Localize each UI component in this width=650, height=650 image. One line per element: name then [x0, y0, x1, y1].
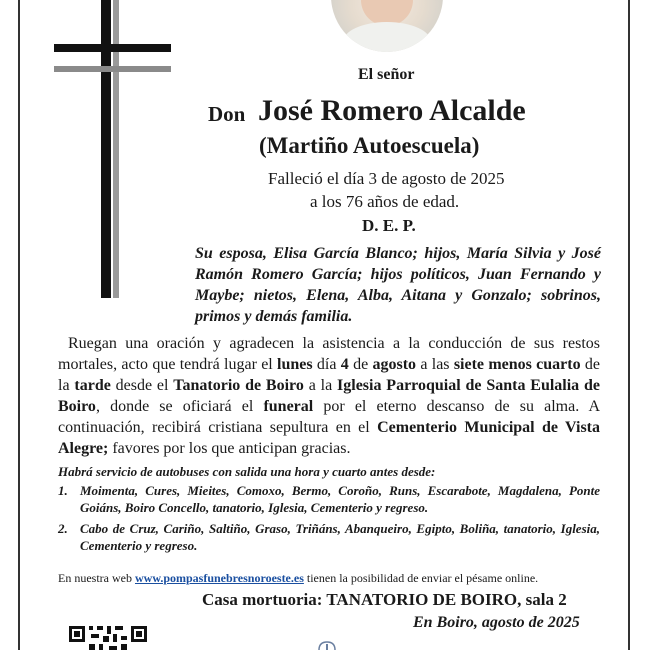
body-cemetery: Cementerio Municipal de Vista Alegre; — [58, 419, 600, 457]
body-text: a las — [416, 356, 454, 373]
website-link[interactable]: www.pompasfunebresnoroeste.es — [134, 571, 304, 585]
deceased-photo — [331, 0, 443, 52]
bus-route-item — [58, 482, 600, 516]
cross-horizontal-bar — [54, 44, 171, 52]
title-small: El señor — [358, 66, 415, 83]
deceased-nickname: (Martiño Autoescuela) — [259, 133, 480, 158]
age-line: a los 76 años de edad. — [310, 192, 460, 211]
place-date: En Boiro, agosto de 2025 — [413, 614, 580, 631]
bus-routes-list — [58, 482, 600, 558]
rip-text: D. E. P. — [362, 216, 416, 235]
condolence-web-line — [58, 571, 538, 586]
body-text: , donde se oficiará el — [95, 398, 264, 415]
body-origin: Tanatorio de Boiro — [173, 377, 304, 394]
route-stops: Cabo de Cruz, Cariño, Saltiño, Graso, Triñáns, Abanqueiro, Egipto, Boliña, tanatorio, Iglesia, Cementerio y regreso. — [80, 521, 600, 553]
body-text: favores por los que anticipan gracias. — [108, 440, 351, 457]
funeral-home-logo-icon — [316, 640, 338, 650]
web-prefix: En nuestra web — [58, 571, 135, 585]
body-time: siete menos cuarto — [453, 356, 581, 373]
death-date: Falleció el día 3 de agosto de 2025 — [268, 169, 505, 188]
body-text: día — [312, 356, 341, 373]
body-text: Ruegan una oración y agradecen la asistencia a la conducción de sus restos mortales, acto que tendrá lugar el — [58, 335, 600, 373]
route-number: 2. — [58, 521, 68, 536]
name-prefix: Don — [208, 102, 246, 126]
qr-code-icon[interactable] — [69, 622, 149, 650]
route-number: 1. — [58, 483, 68, 498]
body-church: Iglesia Parroquial de Santa Eulalia de Boiro — [58, 377, 601, 415]
body-period: tarde — [74, 377, 111, 394]
bus-route-item — [58, 520, 600, 554]
body-funeral: funeral — [263, 398, 314, 415]
casa-mortuoria: Casa mortuoria: TANATORIO DE BOIRO, sala 2 — [202, 590, 567, 609]
web-suffix: tienen la posibilidad de enviar el pésame online. — [303, 571, 539, 585]
bus-service-title: Habrá servicio de autobuses con salida una hora y cuarto antes desde: — [58, 464, 436, 479]
ceremony-paragraph — [58, 333, 600, 459]
cross-shadow-horizontal — [54, 66, 171, 72]
body-text: por el eterno descanso de su alma. A continuación, recibirá cristiana sepultura en el — [58, 398, 601, 436]
body-day: lunes — [277, 356, 313, 373]
body-month: agosto — [372, 356, 417, 373]
body-text: desde el — [110, 377, 174, 394]
body-text: a la — [303, 377, 338, 394]
route-stops: Moimenta, Cures, Mieites, Comoxo, Bermo, Coroño, Runs, Escarabote, Magdalena, Ponte Goiáns, Boiro Concello, tanatorio, Iglesia, Cementerio y regreso. — [80, 483, 600, 515]
family-paragraph: Su esposa, Elisa García Blanco; hijos, María Silvia y José Ramón Romero García; hijos políticos, Juan Fernando y Maybe; nietos, Elena, Alba, Aitana y Gonzalo; sobrinos, primos y demás familia. — [195, 245, 601, 325]
deceased-name: José Romero Alcalde — [258, 94, 526, 127]
body-text: de la — [58, 356, 601, 394]
body-text: de — [348, 356, 373, 373]
body-date: 4 — [340, 356, 349, 373]
photo-collar — [343, 22, 431, 52]
